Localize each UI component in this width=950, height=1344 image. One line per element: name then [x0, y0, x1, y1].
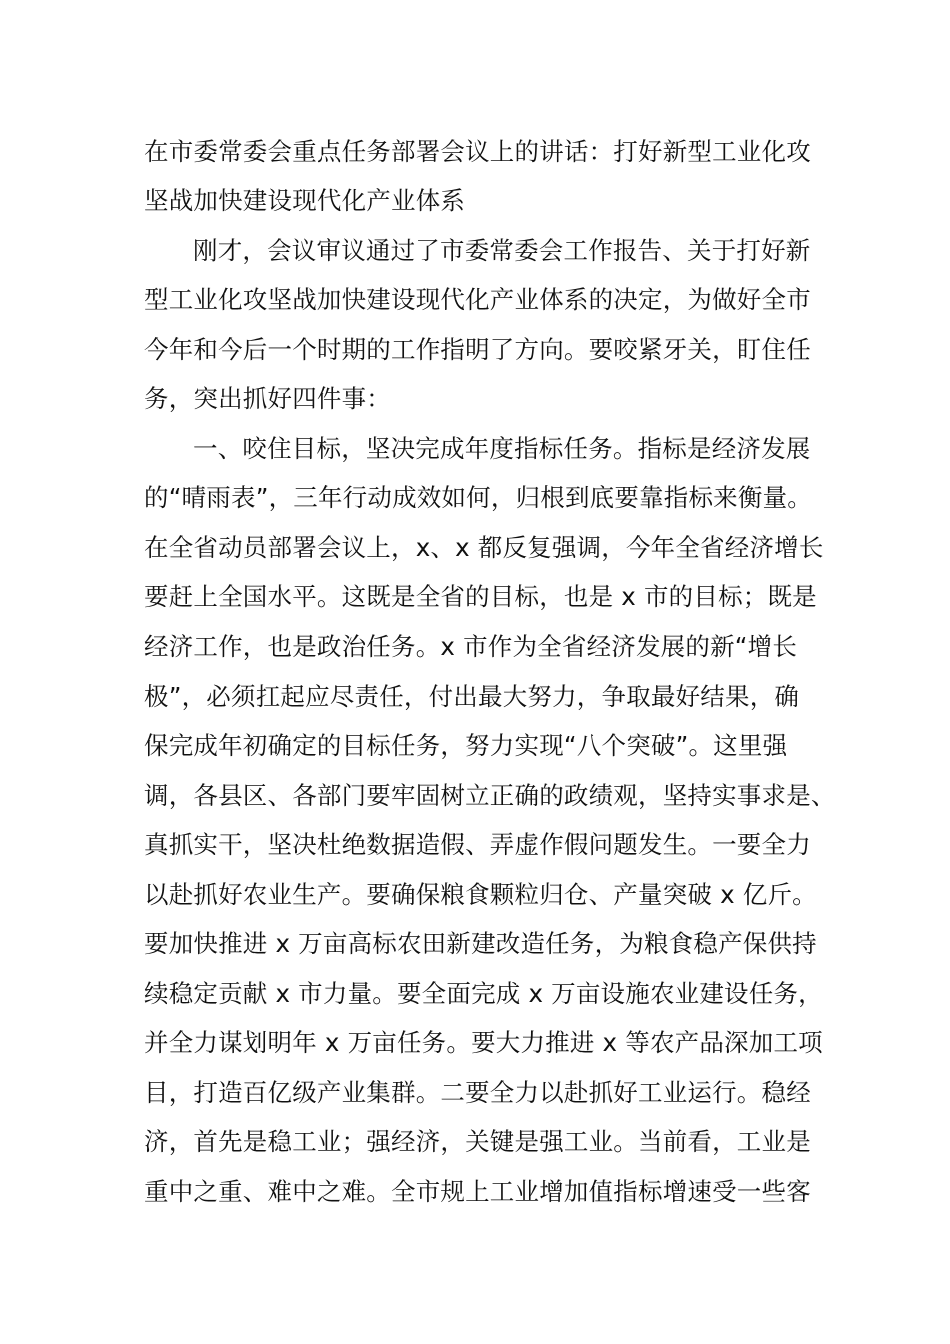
document-title-line-1: 在市委常委会重点任务部署会议上的讲话：打好新型工业化攻	[144, 137, 811, 166]
body-line: 经济工作，也是政治任务。x 市作为全省经济发展的新“增长	[144, 632, 798, 661]
body-line: 刚才，会议审议通过了市委常委会工作报告、关于打好新	[193, 236, 811, 265]
body-line: 务，突出抓好四件事：	[144, 384, 391, 413]
body-line: 极”，必须扛起应尽责任，付出最大努力，争取最好结果，确	[144, 682, 800, 711]
body-line: 调，各县区、各部门要牢固树立正确的政绩观，坚持实事求是、	[144, 781, 836, 810]
body-line: 要加快推进 x 万亩高标农田新建改造任务，为粮食稳产保供持	[144, 929, 817, 958]
body-line: 重中之重、难中之难。全市规上工业增加值指标增速受一些客	[144, 1177, 811, 1206]
body-line: 续稳定贡献 x 市力量。要全面完成 x 万亩设施农业建设任务，	[144, 979, 823, 1008]
body-line: 型工业化攻坚战加快建设现代化产业体系的决定，为做好全市	[144, 285, 811, 314]
body-line: 要赶上全国水平。这既是全省的目标，也是 x 市的目标；既是	[144, 582, 817, 611]
body-line: 的“晴雨表”，三年行动成效如何，归根到底要靠指标来衡量。	[144, 483, 812, 512]
body-line: 一、咬住目标，坚决完成年度指标任务。指标是经济发展	[193, 434, 811, 463]
body-line: 目，打造百亿级产业集群。二要全力以赴抓好工业运行。稳经	[144, 1078, 811, 1107]
body-line: 以赴抓好农业生产。要确保粮食颗粒归仓、产量突破 x 亿斤。	[144, 880, 817, 909]
body-line: 保完成年初确定的目标任务，努力实现“八个突破”。这里强	[144, 731, 788, 760]
body-line: 在全省动员部署会议上，x、x 都反复强调，今年全省经济增长	[144, 533, 824, 562]
body-line: 真抓实干，坚决杜绝数据造假、弄虚作假问题发生。一要全力	[144, 830, 811, 859]
document-title-line-2: 坚战加快建设现代化产业体系	[144, 186, 466, 215]
body-line: 今年和今后一个时期的工作指明了方向。要咬紧牙关，盯住任	[144, 335, 811, 364]
body-line: 并全力谋划明年 x 万亩任务。要大力推进 x 等农产品深加工项	[144, 1028, 823, 1057]
body-line: 济，首先是稳工业；强经济，关键是强工业。当前看，工业是	[144, 1127, 811, 1156]
